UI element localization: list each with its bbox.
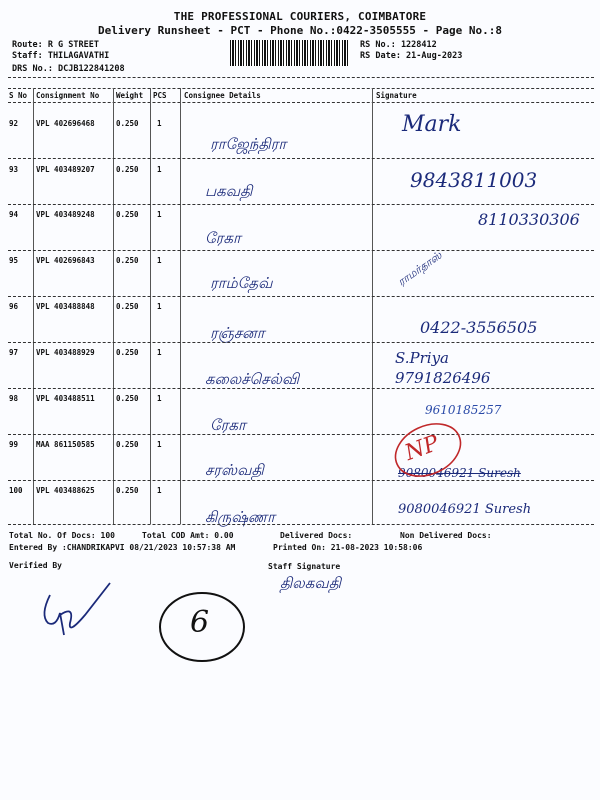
staff-signature-label: Staff Signature xyxy=(268,562,341,571)
row-weight: 0.250 xyxy=(116,394,139,403)
row-sno: 96 xyxy=(9,302,19,311)
route-label: Route: R G STREET xyxy=(12,40,99,50)
signature-handwritten: 0422-3556505 xyxy=(420,318,538,337)
row-consignment: VPL 402696843 xyxy=(36,256,95,265)
row-divider xyxy=(8,342,594,343)
row-sno: 97 xyxy=(9,348,19,357)
row-weight: 0.250 xyxy=(116,302,139,311)
divider xyxy=(8,102,594,103)
row-sno: 98 xyxy=(9,394,19,403)
row-pcs: 1 xyxy=(157,256,162,265)
staff-signature-handwritten: திலகவதி xyxy=(280,574,341,592)
col-consignment: Consignment No xyxy=(36,91,100,100)
consignee-handwritten: ராம்தேவ் xyxy=(210,274,273,292)
consignee-handwritten: கிருஷ்ணா xyxy=(205,508,275,526)
row-pcs: 1 xyxy=(157,440,162,449)
row-sno: 99 xyxy=(9,440,19,449)
signature-handwritten: 9080046921 Suresh xyxy=(398,502,532,517)
consignee-handwritten: பகவதி xyxy=(205,182,253,200)
row-consignment: VPL 403489207 xyxy=(36,165,95,174)
runsheet-subtitle: Delivery Runsheet - PCT - Phone No.:0422-3505555 - Page No.:8 xyxy=(98,24,502,37)
col-pcs: PCS xyxy=(153,91,167,100)
row-consignment: VPL 403488625 xyxy=(36,486,95,495)
row-divider xyxy=(8,158,594,159)
row-consignment: VPL 403488848 xyxy=(36,302,95,311)
signature-handwritten: 9080046921 Suresh xyxy=(398,466,521,480)
row-pcs: 1 xyxy=(157,486,162,495)
column-divider xyxy=(150,88,151,524)
row-consignment: VPL 403488511 xyxy=(36,394,95,403)
row-sno: 92 xyxy=(9,119,19,128)
row-sno: 95 xyxy=(9,256,19,265)
row-pcs: 1 xyxy=(157,348,162,357)
row-weight: 0.250 xyxy=(116,348,139,357)
row-sno: 94 xyxy=(9,210,19,219)
row-divider xyxy=(8,250,594,251)
total-docs: Total No. Of Docs: 100 xyxy=(9,531,115,540)
staff-label: Staff: THILAGAVATHI xyxy=(12,51,110,61)
row-divider xyxy=(8,204,594,205)
signature-handwritten: 9610185257 xyxy=(425,403,502,417)
row-consignment: VPL 403489248 xyxy=(36,210,95,219)
delivered-docs: Delivered Docs: xyxy=(280,531,353,540)
divider xyxy=(8,77,594,78)
row-pcs: 1 xyxy=(157,119,162,128)
consignee-handwritten: கலைச்செல்வி xyxy=(205,370,300,388)
row-pcs: 1 xyxy=(157,210,162,219)
signature-handwritten: ராமர்தாஸ் xyxy=(395,248,445,289)
row-weight: 0.250 xyxy=(116,210,139,219)
row-weight: 0.250 xyxy=(116,440,139,449)
row-divider xyxy=(8,296,594,297)
consignee-handwritten: ராஜேந்திரா xyxy=(210,135,287,153)
row-weight: 0.250 xyxy=(116,165,139,174)
column-divider xyxy=(113,88,114,524)
consignee-handwritten: ரேகா xyxy=(210,416,246,434)
row-pcs: 1 xyxy=(157,394,162,403)
col-signature: Signature xyxy=(376,91,417,100)
row-divider xyxy=(8,388,594,389)
row-sno: 100 xyxy=(9,486,23,495)
row-consignment: VPL 402696468 xyxy=(36,119,95,128)
row-divider xyxy=(8,524,594,525)
barcode xyxy=(230,40,350,66)
signature-handwritten: Mark xyxy=(402,112,462,137)
verified-by-label: Verified By xyxy=(9,561,62,570)
row-divider xyxy=(8,480,594,481)
row-weight: 0.250 xyxy=(116,119,139,128)
divider xyxy=(8,88,594,89)
col-sno: S No xyxy=(9,91,28,100)
row-pcs: 1 xyxy=(157,302,162,311)
consignee-handwritten: சரஸ்வதி xyxy=(205,461,264,479)
column-divider xyxy=(180,88,181,524)
np-stamp-text: NP xyxy=(401,430,443,467)
row-consignment: MAA 861150585 xyxy=(36,440,95,449)
verified-signature xyxy=(30,575,120,645)
signature-handwritten: S.Priya 9791826496 xyxy=(395,349,491,387)
rs-date: RS Date: 21-Aug-2023 xyxy=(360,51,463,61)
col-weight: Weight xyxy=(116,91,144,100)
drs-number: DRS No.: DCJB122841208 xyxy=(12,64,125,74)
consignee-handwritten: ரேகா xyxy=(205,229,241,247)
row-weight: 0.250 xyxy=(116,486,139,495)
column-divider xyxy=(372,88,373,524)
circled-number: 6 xyxy=(190,605,210,640)
non-delivered-docs: Non Delivered Docs: xyxy=(400,531,492,540)
column-divider xyxy=(33,88,34,524)
signature-handwritten: 8110330306 xyxy=(478,210,580,229)
row-divider xyxy=(8,434,594,435)
row-sno: 93 xyxy=(9,165,19,174)
rs-number: RS No.: 1228412 xyxy=(360,40,437,50)
row-weight: 0.250 xyxy=(116,256,139,265)
row-consignment: VPL 403488929 xyxy=(36,348,95,357)
printed-on: Printed On: 21-08-2023 10:58:06 xyxy=(273,543,423,552)
signature-handwritten: 9843811003 xyxy=(410,168,538,192)
entered-by: Entered By :CHANDRIKAPVI 08/21/2023 10:57:38 AM xyxy=(9,543,236,552)
row-pcs: 1 xyxy=(157,165,162,174)
company-title: THE PROFESSIONAL COURIERS, COIMBATORE xyxy=(173,10,427,23)
consignee-handwritten: ரஞ்சனா xyxy=(210,324,265,342)
col-consignee: Consignee Details xyxy=(184,91,261,100)
total-cod: Total COD Amt: 0.00 xyxy=(142,531,234,540)
